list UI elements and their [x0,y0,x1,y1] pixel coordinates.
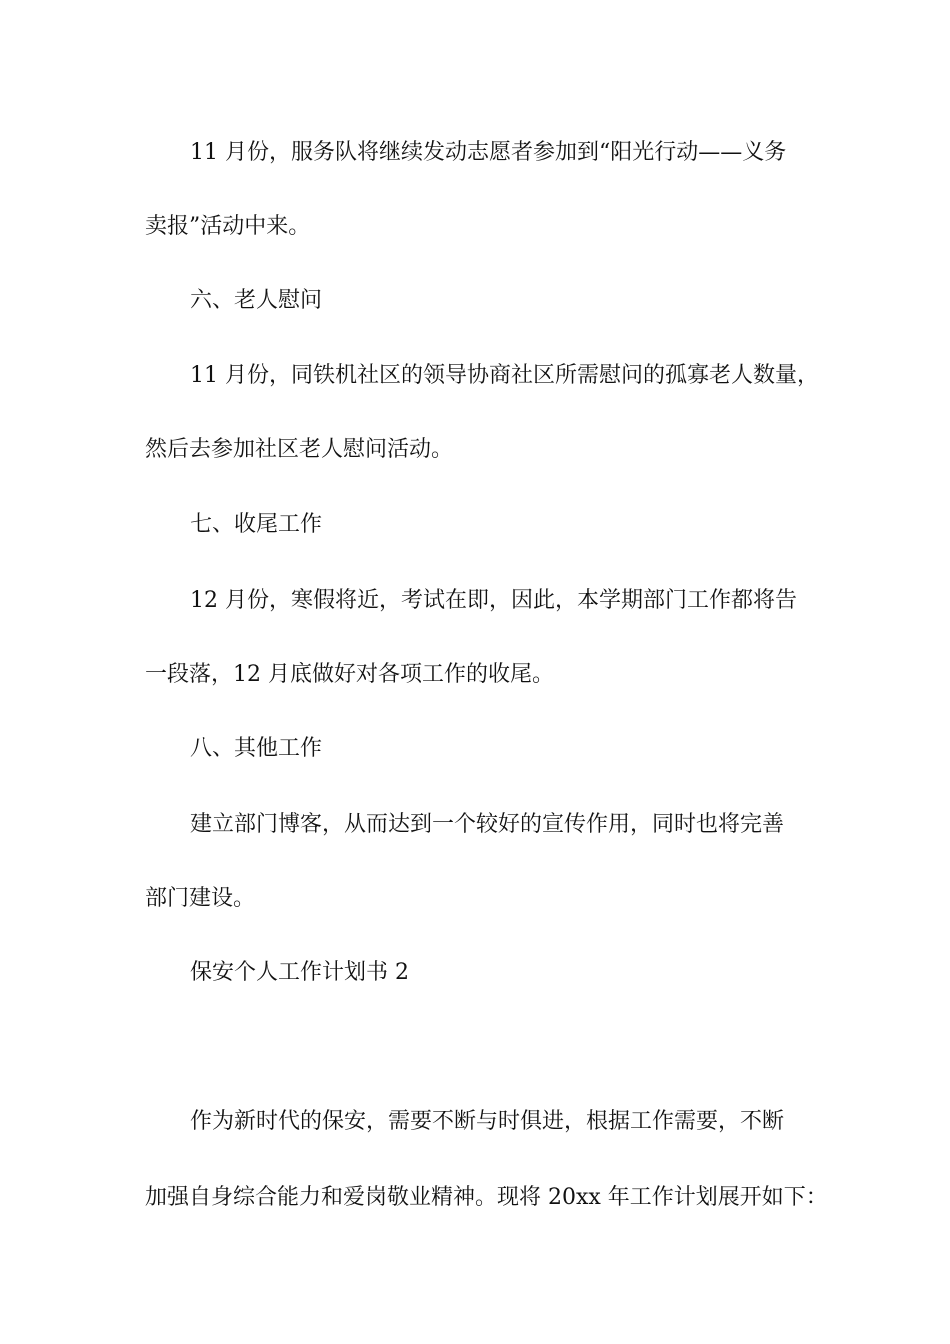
paragraph-line: 卖报”活动中来。 [145,214,311,239]
document-title: 保安个人工作计划书 2 [190,960,409,985]
section-heading: 六、老人慰问 [190,288,323,313]
paragraph-line: 然后去参加社区老人慰问活动。 [145,437,454,462]
paragraph-line: 作为新时代的保安，需要不断与时俱进，根据工作需要，不断 [190,1109,785,1134]
paragraph-line: 一段落，12 月底做好对各项工作的收尾。 [145,662,554,687]
paragraph-line: 11 月份，服务队将继续发动志愿者参加到“阳光行动——义务 [190,140,787,165]
section-heading: 八、其他工作 [190,736,323,761]
paragraph-line: 部门建设。 [145,886,256,911]
paragraph-line: 建立部门博客，从而达到一个较好的宣传作用，同时也将完善 [190,812,785,837]
section-heading: 七、收尾工作 [190,512,323,537]
paragraph-line: 11 月份，同铁机社区的领导协商社区所需慰问的孤寡老人数量， [190,363,819,388]
paragraph-line: 加强自身综合能力和爱岗敬业精神。现将 20xx 年工作计划展开如下： [145,1185,828,1210]
paragraph-line: 12 月份，寒假将近，考试在即，因此，本学期部门工作都将告 [190,588,797,613]
